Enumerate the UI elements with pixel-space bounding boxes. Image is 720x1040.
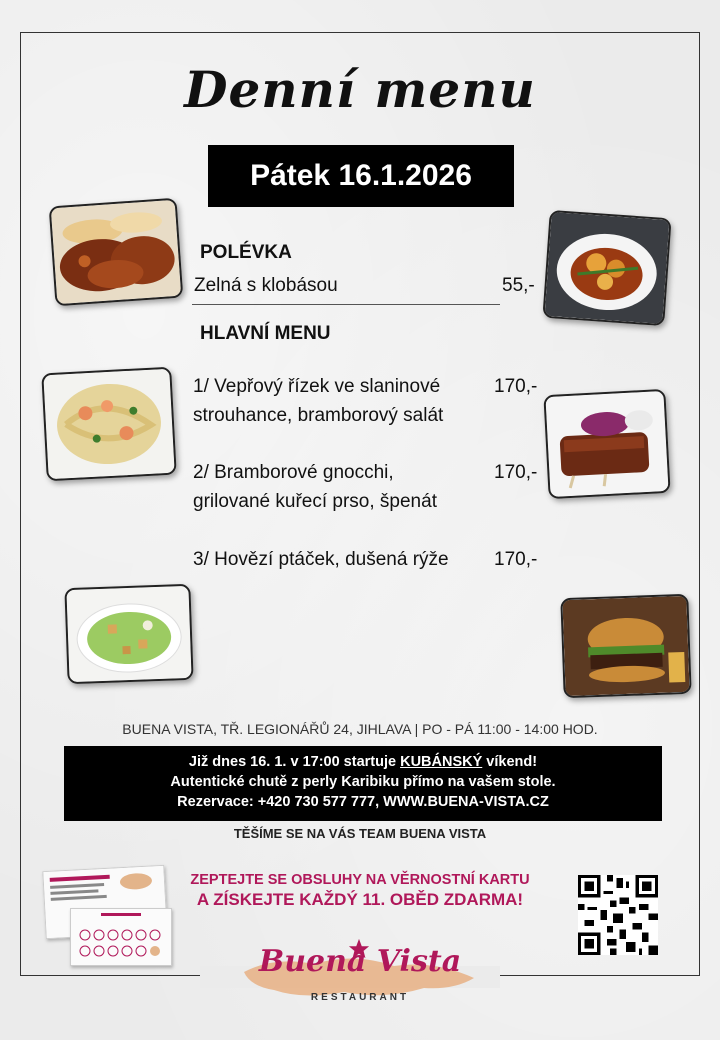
loyalty-offer <box>170 872 550 910</box>
soup-heading: POLÉVKA <box>200 242 292 263</box>
promo-line-1-text: Již dnes 16. 1. v 17:00 startuje <box>188 754 401 770</box>
qr-code-icon <box>578 875 658 955</box>
menu-item-2-line1: 2/ Bramborové gnocchi, <box>193 462 394 483</box>
logo-subtitle: RESTAURANT <box>310 992 410 1003</box>
logo-name: Buena Vista <box>258 944 462 979</box>
main-menu-heading: HLAVNÍ MENU <box>200 323 331 344</box>
menu-item-1-price: 170,- <box>494 376 538 397</box>
soup-item: Zelná s klobásou <box>194 275 338 296</box>
loyalty-line-2: A ZÍSKEJTE KAŽDÝ 11. OBĚD ZDARMA! <box>196 890 524 909</box>
menu-item-2-line2: grilované kuřecí prso, špenát <box>193 491 437 512</box>
menu-item-1-line2: strouhance, bramborový salát <box>193 405 444 426</box>
pasta-photo <box>41 367 176 482</box>
promo-banner <box>64 746 662 821</box>
menu-title: Denní menu <box>184 60 536 119</box>
menu-item-1-line1: 1/ Vepřový řízek ve slaninové <box>193 376 441 397</box>
burger-photo <box>560 594 691 698</box>
promo-highlight: KUBÁNSKÝ <box>400 754 483 770</box>
soup-divider <box>192 304 500 305</box>
potatoes-photo <box>542 210 671 326</box>
restaurant-logo <box>234 938 486 1022</box>
promo-line-3: Rezervace: +420 730 577 777, WWW.BUENA-VISTA.CZ <box>177 794 549 810</box>
soup-price: 55,- <box>502 275 535 296</box>
menu-item-3-line1: 3/ Hovězí ptáček, dušená rýže <box>193 549 449 570</box>
promo-line-1 <box>64 752 662 772</box>
loyalty-stamp-card-thumbnail <box>70 908 172 966</box>
loyalty-line-1: ZEPTEJTE SE OBSLUHY NA VĚRNOSTNÍ KARTU <box>190 872 530 888</box>
salad-photo <box>64 584 193 684</box>
team-greeting: TĚŠÍME SE NA VÁS TEAM BUENA VISTA <box>233 826 487 841</box>
ribs-photo <box>543 389 670 499</box>
menu-item-2-price: 170,- <box>494 462 538 483</box>
date-banner: Pátek 16.1.2026 <box>208 145 514 207</box>
promo-line-2: Autentické chutě z perly Karibiku přímo na vašem stole. <box>170 774 556 790</box>
promo-line-1-end: víkend! <box>482 754 538 770</box>
chicken-photo <box>49 198 184 307</box>
address-hours: BUENA VISTA, TŘ. LEGIONÁŘŮ 24, JIHLAVA | PO - PÁ 11:00 - 14:00 HOD. <box>122 721 598 737</box>
menu-item-3-price: 170,- <box>494 549 538 570</box>
